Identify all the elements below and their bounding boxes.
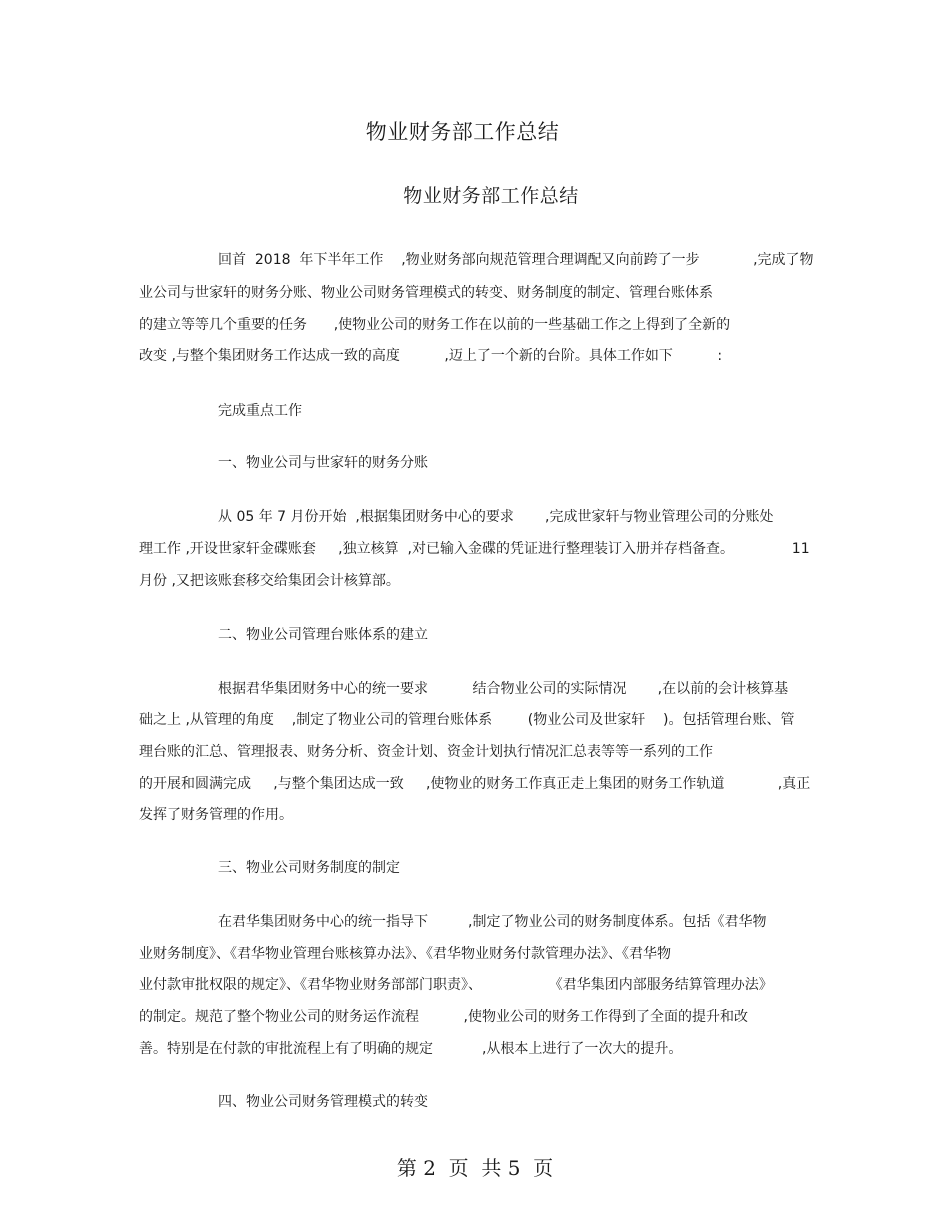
intro-line-1: 回首 2018 年下半年工作 ,物业财务部向规范管理合理调配又向前跨了一步 ,完成了物 <box>218 252 814 268</box>
section-1-line-3: 月份 ,又把该账套移交给集团会计核算部。 <box>139 573 400 589</box>
section-2-line-3: 理台账的汇总、管理报表、财务分析、资金计划、资金计划执行情况汇总表等等一系列的工作 <box>139 744 713 760</box>
intro-line-2: 业公司与世家轩的财务分账、物业公司财务管理模式的转变、财务制度的制定、管理台账体系 <box>139 285 713 301</box>
section-3-line-4: 的制定。规范了整个物业公司的财务运作流程 ,使物业公司的财务工作得到了全面的提升和改 <box>139 1009 748 1025</box>
section-3-heading: 三、物业公司财务制度的制定 <box>218 860 400 876</box>
section-2-line-2: 础之上 ,从管理的角度 ,制定了物业公司的管理台账体系 (物业公司及世家轩 )。包括管理台账、管 <box>139 712 795 728</box>
section-1-line-2: 理工作 ,开设世家轩金碟账套 ,独立核算 ,对已输入金碟的凭证进行整理装订入册并存档备查。 11 <box>139 541 810 557</box>
section-2-line-4: 的开展和圆满完成 ,与整个集团达成一致 ,使物业的财务工作真正走上集团的财务工作轨道 ,真正 <box>139 776 811 792</box>
section-1-line-1: 从 05 年 7 月份开始 ,根据集团财务中心的要求 ,完成世家轩与物业管理公司的分账处 <box>218 509 774 525</box>
section-2-heading: 二、物业公司管理台账体系的建立 <box>218 627 428 643</box>
section-3-line-3: 业付款审批权限的规定》、《君华物业财务部部门职责》、 《君华集团内部服务结算管理办法》 <box>139 977 773 993</box>
section-4-heading: 四、物业公司财务管理模式的转变 <box>218 1094 428 1110</box>
section-3-line-1: 在君华集团财务中心的统一指导下 ,制定了物业公司的财务制度体系。包括《君华物 <box>218 914 767 930</box>
section-2-line-1: 根据君华集团财务中心的统一要求 结合物业公司的实际情况 ,在以前的会计核算基 <box>218 681 789 697</box>
intro-line-4: 改变 ,与整个集团财务工作达成一致的高度 ,迈上了一个新的台阶。具体工作如下 : <box>139 348 723 364</box>
section-2-line-5: 发挥了财务管理的作用。 <box>139 807 293 823</box>
intro-line-3: 的建立等等几个重要的任务 ,使物业公司的财务工作在以前的一些基础工作之上得到了全新的 <box>139 317 731 333</box>
document-subtitle: 物业财务部工作总结 <box>403 185 579 207</box>
key-work-heading: 完成重点工作 <box>218 403 302 419</box>
section-3-line-5: 善。特别是在付款的审批流程上有了明确的规定 ,从根本上进行了一次大的提升。 <box>139 1041 683 1057</box>
section-1-heading: 一、物业公司与世家轩的财务分账 <box>218 455 428 471</box>
page-number-footer: 第 2 页 共 5 页 <box>396 1156 554 1180</box>
document-title: 物业财务部工作总结 <box>365 120 560 144</box>
section-3-line-2: 业财务制度》、《君华物业管理台账核算办法》、《君华物业财务付款管理办法》、《君华物 <box>139 946 671 962</box>
